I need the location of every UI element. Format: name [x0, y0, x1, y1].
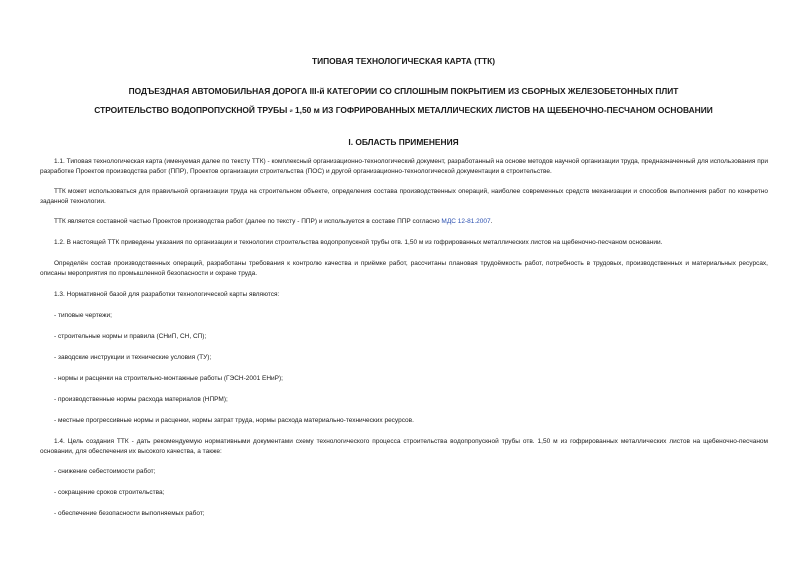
list-item: - производственные нормы расхода материалов (НПРМ);: [54, 396, 228, 403]
list-item: - заводские инструкции и технические условия (ТУ);: [54, 354, 212, 361]
document-title: ТИПОВАЯ ТЕХНОЛОГИЧЕСКАЯ КАРТА (ТТК): [311, 56, 496, 66]
list-item: - сокращение сроков строительства;: [54, 489, 165, 496]
construction-title-pre: СТРОИТЕЛЬСТВО ВОДОПРОПУСКНОЙ ТРУБЫ: [94, 105, 288, 115]
mds-link[interactable]: МДС 12-81.2007: [441, 218, 491, 225]
list-item: - типовые чертежи;: [54, 312, 112, 319]
diameter-symbol: ⌀: [289, 108, 293, 114]
construction-title-post: 1,50 м ИЗ ГОФРИРОВАННЫХ МЕТАЛЛИЧЕСКИХ ЛИСТОВ НА ЩЕБЕНОЧНО-ПЕСЧАНОМ ОСНОВАНИИ: [294, 105, 713, 115]
road-title: ПОДЪЕЗДНАЯ АВТОМОБИЛЬНАЯ ДОРОГА III-й КАТЕГОРИИ СО СПЛОШНЫМ ПОКРЫТИЕМ ИЗ СБОРНЫХ ЖЕЛЕЗОБЕТОННЫХ ПЛИТ: [128, 86, 679, 96]
paragraph-ttk-usage: ТТК может использоваться для правильной организации труда на строительном объекте, определения состава производственных операций, наиболее современных средств механизации и способов выполнения работ по конкретно заданной технологии.: [40, 188, 768, 205]
list-item: - снижение себестоимости работ;: [54, 468, 156, 475]
paragraph-1-3: 1.3. Нормативной базой для разработки технологической карты являются:: [54, 291, 280, 298]
paragraph-1-4: 1.4. Цель создания ТТК - дать рекомендуемую нормативными документами схему технологического процесса строительства водопропускной трубы отв. 1,50 м из гофрированных металлических листов на щебеночно-песчаном основании, для обеспечения их высокого качества, а также:: [40, 438, 768, 455]
section-heading: I. ОБЛАСТЬ ПРИМЕНЕНИЯ: [348, 137, 459, 147]
list-item: - нормы и расценки на строительно-монтажные работы (ГЭСН-2001 ЕНиР);: [54, 375, 283, 382]
paragraph-1-2: 1.2. В настоящей ТТК приведены указания по организации и технологии строительства водопропускной трубы отв. 1,50 м из гофрированных металлических листов на щебеночно-песчаном основании.: [54, 239, 663, 246]
paragraph-operations: Определён состав производственных операций, разработаны требования к контролю качества и приёмке работ, рассчитаны плановая трудоёмкость работ, потребность в трудовых, производственных и материальных ресурсах, описаны мероприятия по промышленной безопасности и охране труда.: [40, 260, 768, 277]
paragraph-ttk-ppr: ТТК является составной частью Проектов производства работ (далее по тексту - ППР) и используется в составе ППР согласно МДС 12-81.2007.: [54, 218, 493, 225]
list-item: - местные прогрессивные нормы и расценки, нормы затрат труда, нормы расхода материально-технических ресурсов.: [54, 417, 414, 424]
construction-title: [0, 105, 807, 115]
list-item: - обеспечение безопасности выполняемых работ;: [54, 510, 205, 517]
list-item: - строительные нормы и правила (СНиП, СН, СП);: [54, 333, 207, 340]
paragraph-1-1: 1.1. Типовая технологическая карта (именуемая далее по тексту ТТК) - комплексный организационно-технологический документ, разработанный на основе методов научной организации труда, предназначенный для использования при разработке Проектов производства работ (ППР), Проектов организации строительства (ПОС) и другой организационно-технологической документации в строительстве.: [40, 158, 768, 175]
